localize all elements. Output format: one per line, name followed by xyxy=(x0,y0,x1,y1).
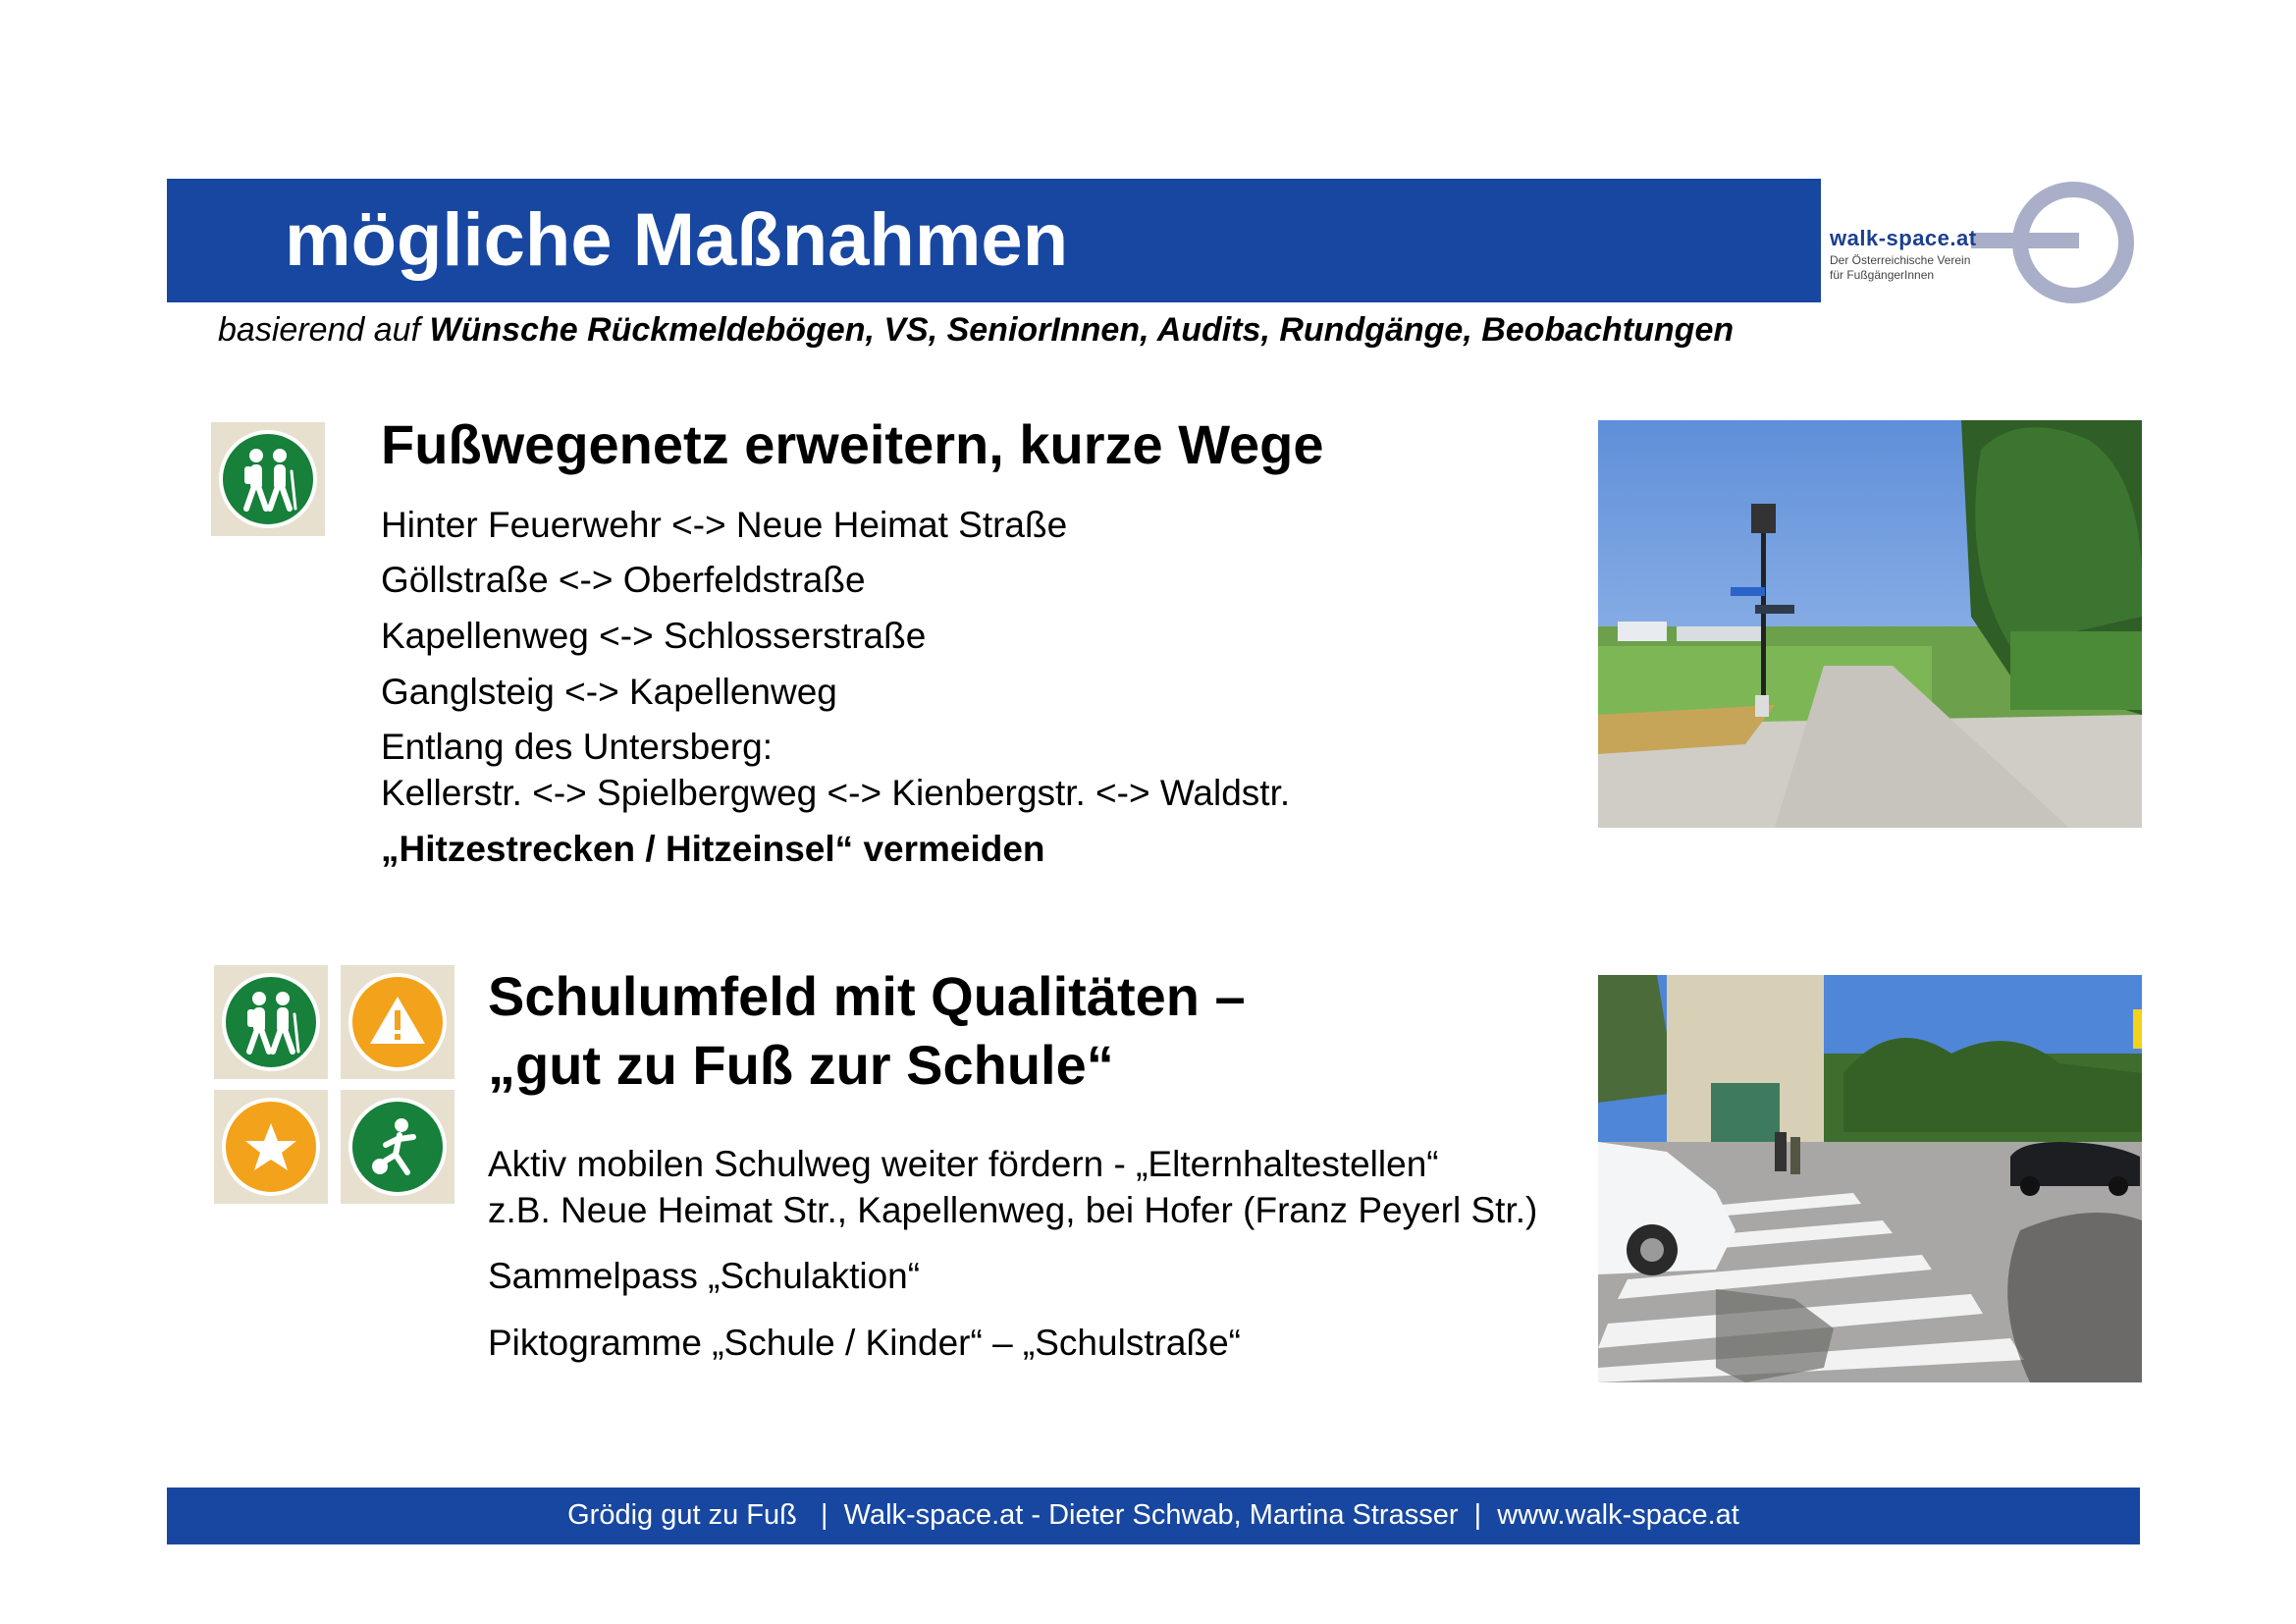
warning-icon xyxy=(341,965,454,1079)
walk-space-logo xyxy=(1824,177,2138,308)
subtitle-sources: Wünsche Rückmeldebögen, VS, SeniorInnen, Audits, Rundgänge, Beobachtungen xyxy=(429,311,1735,349)
section2-item: Aktiv mobilen Schulweg weiter fördern - „Elternhaltestellen“ xyxy=(488,1144,1439,1184)
section1-item: Entlang des Untersberg: xyxy=(381,727,774,767)
section1-heading: Fußwegenetz erweitern, kurze Wege xyxy=(381,413,1324,475)
hiking-icon xyxy=(211,422,325,536)
title-bar xyxy=(167,179,1821,302)
section1-item: Göllstraße <-> Oberfeldstraße xyxy=(381,560,866,600)
section1-item: Kellerstr. <-> Spielbergweg <-> Kienbergstr. <-> Waldstr. xyxy=(381,773,1291,813)
section2-heading-line1: Schulumfeld mit Qualitäten – xyxy=(488,965,1246,1027)
footer-text: Grödig gut zu Fuß | Walk-space.at - Dieter Schwab, Martina Strasser | www.walk-space.at xyxy=(567,1499,1739,1531)
section2-item: Piktogramme „Schule / Kinder“ – „Schulstraße“ xyxy=(488,1323,1241,1363)
section1-item: Hinter Feuerwehr <-> Neue Heimat Straße xyxy=(381,505,1068,545)
section1-item: Ganglsteig <-> Kapellenweg xyxy=(381,672,837,712)
football-icon xyxy=(341,1090,454,1204)
subtitle xyxy=(218,308,1734,352)
section1-item: Kapellenweg <-> Schlosserstraße xyxy=(381,616,927,656)
section2-heading-line2: „gut zu Fuß zur Schule“ xyxy=(488,1034,1114,1096)
logo-tagline: Der Österreichische Verein für FußgängerInnen xyxy=(1830,253,1971,282)
section2-item: z.B. Neue Heimat Str., Kapellenweg, bei Hofer (Franz Peyerl Str.) xyxy=(488,1190,1538,1230)
hiking-icon xyxy=(214,965,328,1079)
crosswalk-photo xyxy=(1598,975,2142,1382)
star-icon xyxy=(214,1090,328,1204)
path-photo xyxy=(1598,420,2142,828)
logo-wordmark: walk-space.at xyxy=(1830,226,1977,250)
footer-bar xyxy=(167,1488,2140,1544)
section1-emphasis: „Hitzestrecken / Hitzeinsel“ vermeiden xyxy=(381,829,1045,869)
page-title: mögliche Maßnahmen xyxy=(285,198,1069,282)
section2-item: Sammelpass „Schulaktion“ xyxy=(488,1256,921,1296)
subtitle-prefix: basierend auf xyxy=(218,311,421,349)
